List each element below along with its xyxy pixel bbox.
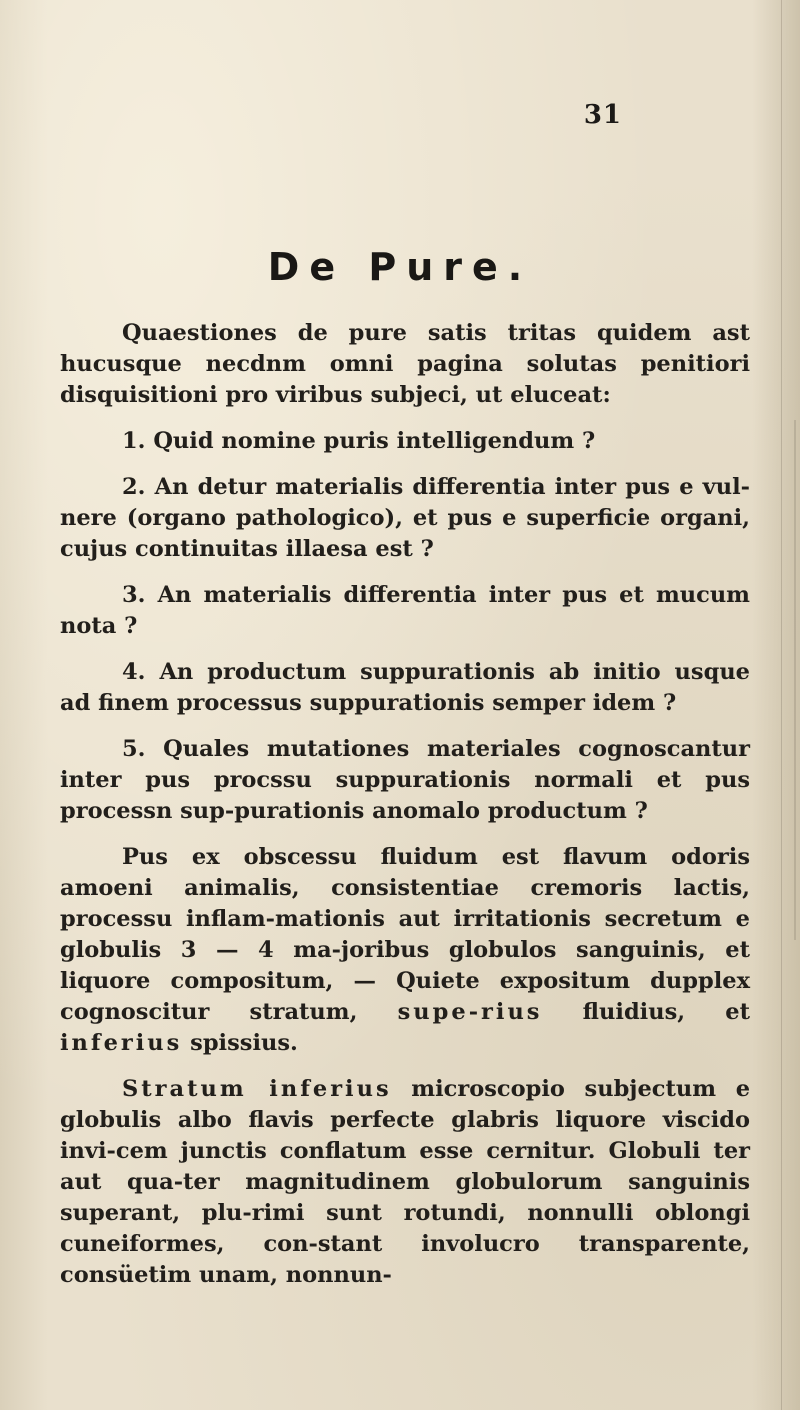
question-5: 5. Quales mutationes materiales cognoscantur inter pus procssu suppurationis normali et pus processn sup-purationis anomalo productum ? [60, 736, 750, 824]
question-2: 2. An detur materialis differentia inter pus e vul-nere (organo pathologico), et pus e superficie organi, cujus continuitas illaesa est ? [60, 474, 750, 562]
emphasis-stratum-inferius: Stratum inferius [122, 1076, 392, 1102]
question-1: 1. Quid nomine puris intelligendum ? [122, 428, 596, 454]
page-number: 31 [583, 100, 622, 130]
emphasis-inferius: inferius [60, 1030, 183, 1056]
pus-description-middle: fluidius, et [542, 999, 750, 1025]
body-text [60, 318, 750, 1306]
paragraph-intro: Quaestiones de pure satis tritas quidem ast hucusque necdnm omni pagina solutas penitiori disquisitioni pro viribus subjeci, ut eluceat: [60, 320, 750, 408]
page-edge-shadow [781, 0, 782, 1410]
emphasis-superius: supe-rius [397, 999, 543, 1025]
pus-description-end: spissius. [182, 1030, 298, 1056]
pus-description-text: Pus ex obscessu fluidum est flavum odoris amoeni animalis, consistentiae cremoris lactis, processu inflam-mationis aut irritationis secretum e globulis 3 — 4 ma-joribus globulos sanguinis, et liquore compositum, — Quiete expositum dupplex cognoscitur stratum, [60, 844, 750, 1025]
question-3: 3. An materialis differentia inter pus et mucum nota ? [60, 582, 750, 639]
page-edge-shadow-2 [794, 420, 796, 940]
paragraph-pus-description [60, 842, 750, 1059]
page-title: De Pure. [267, 245, 533, 289]
stratum-description-text: microscopio subjectum e globulis albo flavis perfecte glabris liquore viscido invi-cem junctis conflatum esse cernitur. Globuli ter aut qua-ter magnitudinem globulorum sanguinis superant, plu-rimi sunt rotundi, nonnulli oblongi cuneiformes, con-stant involucro transparente, consüetim unam, nonnun- [60, 1076, 751, 1288]
question-4: 4. An productum suppurationis ab initio usque ad finem processus suppurationis semper idem ? [60, 659, 750, 716]
paragraph-stratum-inferius [60, 1074, 750, 1291]
